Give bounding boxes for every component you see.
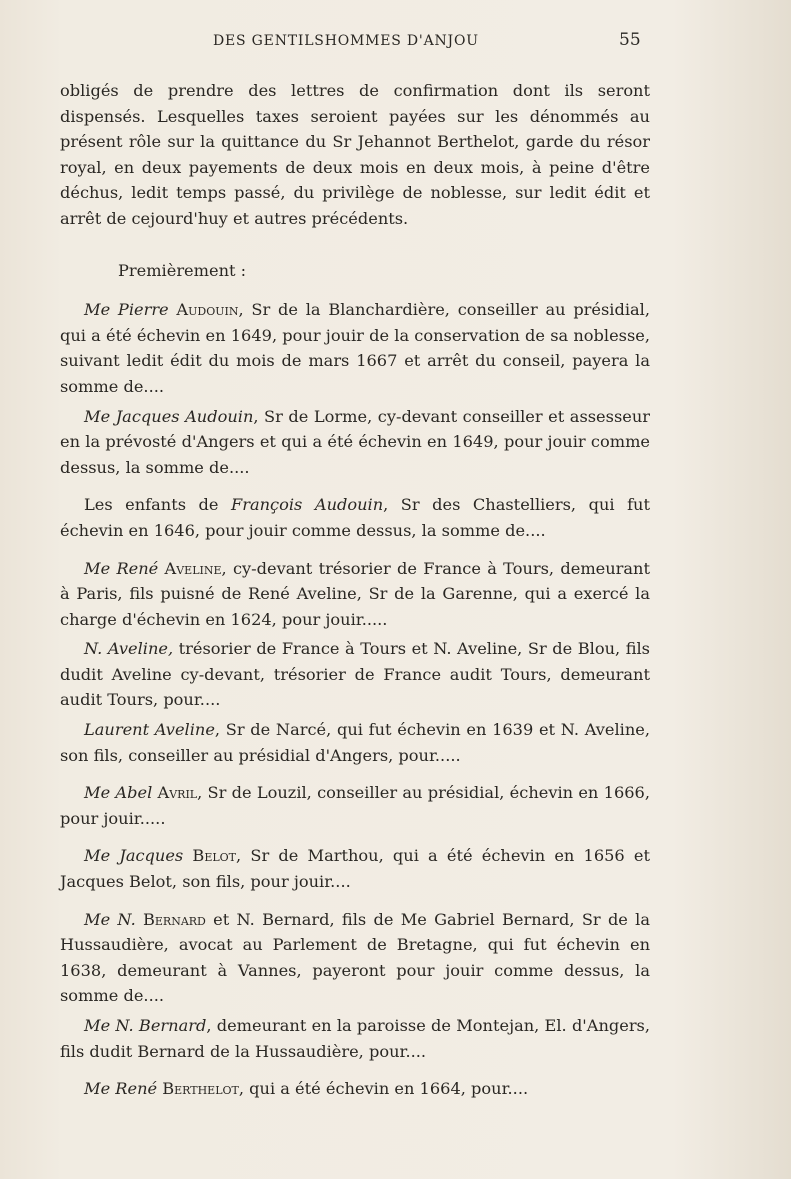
entry-given-name: Me N. Bernard bbox=[84, 1016, 207, 1035]
entry-lead: Les enfants de bbox=[84, 495, 232, 515]
entry-given-name: François Audouin bbox=[231, 495, 384, 515]
entry-given-name: Me Jacques bbox=[84, 846, 193, 866]
roll-entry bbox=[60, 404, 650, 481]
entry-given-name: Me René bbox=[84, 1079, 163, 1099]
roll-entry bbox=[60, 556, 650, 633]
entry-text: et N. Bernard, fils de Me Gabriel Bernard, Sr de la Hussaudière, avocat au Parlement de Bretagne, qui fut échevin en 1638, demeurant à Vannes, payeront pour jouir comme dessus, la somme de.... bbox=[60, 909, 650, 1006]
entry-text: , Sr de Marthou, qui a été échevin en 1656 et Jacques Belot, son fils, pour jouir.... bbox=[60, 846, 651, 892]
entry-text: , Sr de Narcé, qui fut échevin en 1639 et N. Aveline, son fils, conseiller au présidial d'Angers, pour..... bbox=[60, 720, 651, 765]
roll-entry bbox=[60, 492, 650, 543]
roll-entry bbox=[60, 297, 650, 399]
section-heading: Premièrement : bbox=[118, 260, 247, 280]
entry-text: , demeurant en la paroisse de Montejan, El. d'Angers, fils dudit Bernard de la Hussaudière, pour.... bbox=[60, 1016, 651, 1061]
entry-given-name: Me Pierre bbox=[84, 300, 177, 320]
roll-entry bbox=[60, 780, 650, 831]
entry-text: , Sr de Lorme, cy-devant conseiller et assesseur en la prévosté d'Angers et qui a été échevin en 1649, pour jouir comme dessus, la somme de.... bbox=[60, 406, 650, 477]
page-body bbox=[60, 78, 650, 1102]
entry-text: trésorier de France à Tours et N. Aveline, Sr de Blou, fils dudit Aveline cy-devant, trésorier de France audit Tours, demeurant audit Tours, pour.... bbox=[60, 639, 650, 710]
entry-text: , Sr de Louzil, conseiller au présidial, échevin en 1666, pour jouir..... bbox=[60, 783, 650, 828]
entry-surname: Aveline bbox=[164, 558, 222, 578]
page-number: 55 bbox=[619, 30, 641, 50]
entry-text: , Sr des Chastelliers, qui fut échevin en 1646, pour jouir comme dessus, la somme de.... bbox=[60, 495, 650, 540]
roll-entry bbox=[60, 843, 650, 894]
roll-entry bbox=[60, 1013, 650, 1064]
entry-given-name: Me René bbox=[84, 558, 165, 578]
intro-paragraph: obligés de prendre des lettres de confirmation dont ils seront dispensés. Lesquelles taxes seroient payées sur les dénommés au présent rôle sur la quittance du Sr Jehannot Berthelot, garde du résor royal, en deux payements de deux mois en deux mois, à peine d'être déchus, ledit temps passé, du privilège de noblesse, sur ledit édit et arrêt de cejourd'huy et autres précédents. bbox=[60, 81, 650, 228]
roll-entry bbox=[60, 636, 650, 713]
entry-given-name: Me Jacques Audouin bbox=[84, 406, 254, 426]
running-title: DES GENTILSHOMMES D'ANJOU bbox=[213, 33, 479, 49]
entry-surname: Avril bbox=[157, 783, 198, 803]
entry-given-name: Laurent Aveline bbox=[84, 720, 215, 740]
entry-text: , qui a été échevin en 1664, pour.... bbox=[238, 1079, 529, 1099]
entry-given-name: Me Abel bbox=[84, 783, 158, 803]
entry-surname: Belot bbox=[192, 846, 237, 866]
entry-surname: Bernard bbox=[143, 909, 206, 929]
entry-given-name: N. Aveline, bbox=[84, 639, 174, 659]
roll-entry bbox=[60, 907, 650, 1009]
entry-surname: Berthelot bbox=[162, 1079, 239, 1099]
entry-surname: Audouin bbox=[176, 300, 239, 320]
entry-text: , Sr de la Blanchardière, conseiller au présidial, qui a été échevin en 1649, pour jouir de la conservation de sa noblesse, suivant ledit édit du mois de mars 1667 et arrêt du conseil, payera la somme de.... bbox=[60, 300, 650, 396]
entry-given-name: Me N. bbox=[84, 909, 143, 929]
roll-entry bbox=[60, 717, 650, 768]
entry-text: , cy-devant trésorier de France à Tours, demeurant à Paris, fils puisné de René Aveline, Sr de la Garenne, qui a exercé la charge d'échevin en 1624, pour jouir..... bbox=[60, 558, 650, 629]
roll-entry bbox=[60, 1076, 650, 1102]
